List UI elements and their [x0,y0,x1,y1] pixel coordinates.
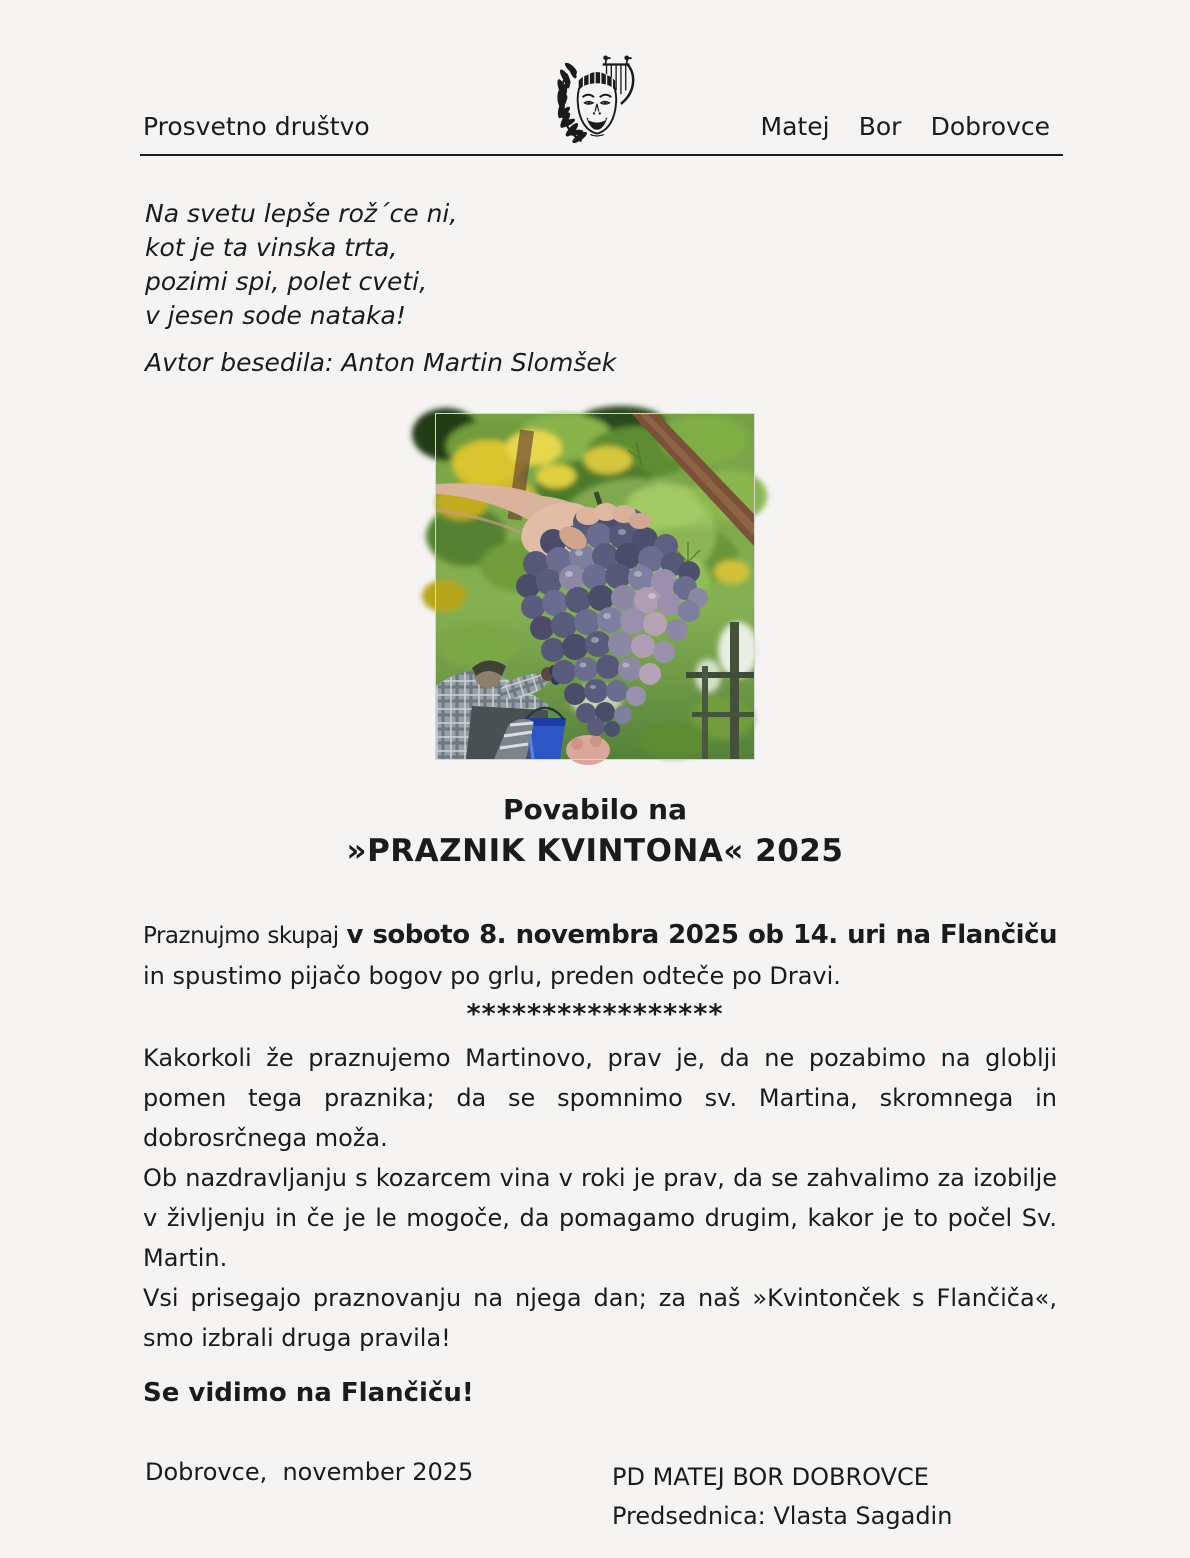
body-sentence: Vsi prisegajo praznovanju na njega dan; za naš »Kvintonček s Flančiča«, smo izbrali druga pravila! [143,1284,1057,1352]
invitation-title-line1: Povabilo na [503,793,687,826]
lead-line-date [143,915,1057,956]
poem-author: Avtor besedila: Anton Martin Slomšek [145,348,617,377]
signature-org: PD MATEJ BOR DOBROVCE [612,1463,929,1491]
place-and-date: Dobrovce, november 2025 [145,1458,474,1486]
closing-line: Se vidimo na Flančiču! [143,1378,474,1408]
body-text [143,1038,1057,1358]
poem-line: Na svetu lepše rož´ce ni, [145,199,458,228]
signature-block [612,1458,952,1536]
poem-line: kot je ta vinska trta, [145,233,398,262]
invitation-title-line2: »PRAZNIK KVINTONA« 2025 [346,833,844,869]
lead-line-rest: in spustimo pijačo bogov po grlu, preden odteče po Dravi. [143,962,841,990]
body-sentence: Ob nazdravljanju s kozarcem vina v roki je prav, da se zahvalimo za izobilje v življenju in če je le mogoče, da pomagamo drugim, kakor je to počel Sv. Martin. [143,1164,1057,1272]
poem [145,197,1057,380]
lead-date-bold: v soboto 8. novembra 2025 ob 14. uri na Flančiču [346,920,1057,950]
signature-president: Predsednica: Vlasta Sagadin [612,1502,953,1530]
grape-harvest-photo [436,414,754,759]
society-name-suffix: Matej Bor Dobrovce [760,112,1050,141]
header-rule [140,154,1063,156]
body-sentence: Kakorkoli že praznujemo Martinovo, prav je, da ne pozabimo na globlji pomen tega praznika; da se spomnimo sv. Martina, skromnega in dobrosrčnega moža. [143,1044,1057,1152]
poem-line: pozimi spi, polet cveti, [145,267,428,296]
lead-intro: Praznujmo skupaj [143,923,339,949]
masthead [0,0,1190,160]
star-divider: ***************** [466,999,724,1030]
lead-paragraph [143,915,1057,996]
footer [145,1458,1057,1558]
society-name: Prosvetno društvo [143,112,370,141]
poem-line: v jesen sode nataka! [145,301,406,330]
